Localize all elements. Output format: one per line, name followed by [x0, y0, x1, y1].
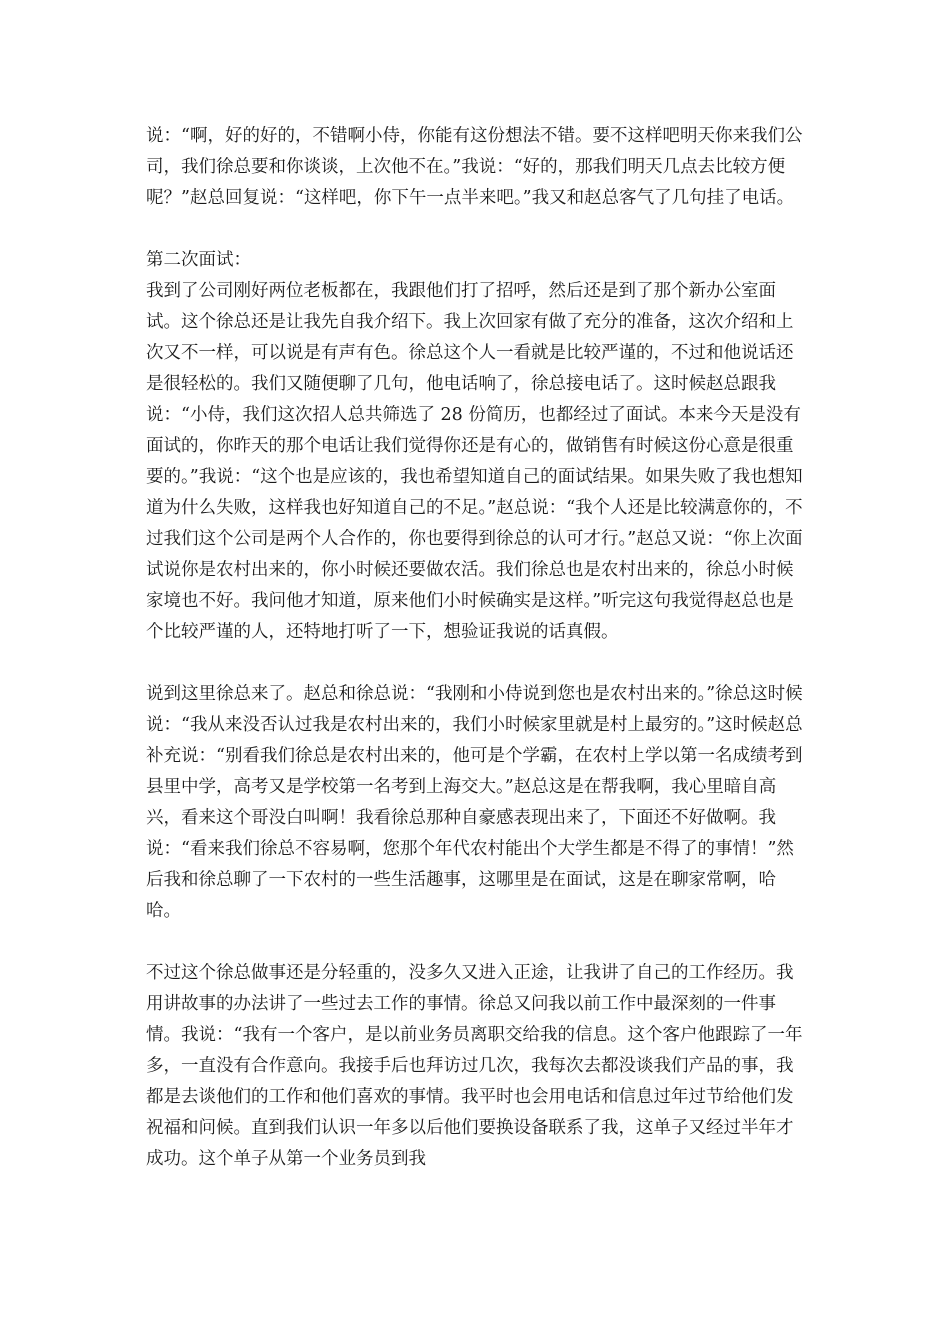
paragraph-spacer [146, 648, 806, 679]
paragraph-spacer [146, 214, 806, 245]
paragraph-second-interview: 我到了公司刚好两位老板都在，我跟他们打了招呼，然后还是到了那个新办公室面试。这个徐总还是让我先自我介绍下。我上次回家有做了充分的准备，这次介绍和上次又不一样，可以说是有声有色。徐总这个人一看就是比较严谨的，不过和他说话还是很轻松的。我们又随便聊了几句，他电话响了，徐总接电话了。这时候赵总跟我说：“小侍，我们这次招人总共筛选了 28 份简历，也都经过了面试。本来今天是没有面试的，你昨天的那个电话让我们觉得你还是有心的，做销售有时候这份心意是很重要的。”我说：“这个也是应该的，我也希望知道自己的面试结果。如果失败了我也想知道为什么失败，这样我也好知道自己的不足。”赵总说：“我个人还是比较满意你的，不过我们这个公司是两个人合作的，你也要得到徐总的认可才行。”赵总又说：“你上次面试说你是农村出来的，你小时候还要做农活。我们徐总也是农村出来的，徐总小时候家境也不好。我问他才知道，原来他们小时候确实是这样。”听完这句我觉得赵总也是个比较严谨的人，还特地打听了一下，想验证我说的话真假。 [146, 281, 803, 642]
paragraph-work-experience: 不过这个徐总做事还是分轻重的，没多久又进入正途，让我讲了自己的工作经历。我用讲故事的办法讲了一些过去工作的事情。徐总又问我以前工作中最深刻的一件事情。我说：“我有一个客户，是以前业务员离职交给我的信息。这个客户他跟踪了一年多，一直没有合作意向。我接手后也拜访过几次，我每次去都没谈我们产品的事，我都是去谈他们的工作和他们喜欢的事情。我平时也会用电话和信息过年过节给他们发祝福和问候。直到我们认识一年多以后他们要换设备联系了我，这单子又经过半年才成功。这个单子从第一个业务员到我 [146, 963, 803, 1169]
paragraph-spacer [146, 927, 806, 958]
paragraph-xu-arrives: 说到这里徐总来了。赵总和徐总说：“我刚和小侍说到您也是农村出来的。”徐总这时候说：“我从来没否认过我是农村出来的，我们小时候家里就是村上最穷的。”这时候赵总补充说：“别看我们徐总是农村出来的，他可是个学霸，在农村上学以第一名成绩考到县里中学，高考又是学校第一名考到上海交大。”赵总这是在帮我啊，我心里暗自高兴，看来这个哥没白叫啊！我看徐总那种自豪感表现出来了，下面还不好做啊。我说：“看来我们徐总不容易啊，您那个年代农村能出个大学生都是不得了的事情！”然后我和徐总聊了一下农村的一些生活趣事，这哪里是在面试，这是在聊家常啊，哈哈。 [146, 684, 803, 921]
document-body [146, 121, 806, 1175]
paragraph-phone-call: 说：“啊，好的好的，不错啊小侍，你能有这份想法不错。要不这样吧明天你来我们公司，我们徐总要和你谈谈，上次他不在。”我说：“好的，那我们明天几点去比较方便呢？”赵总回复说：“这样吧，你下午一点半来吧。”我又和赵总客气了几句挂了电话。 [146, 126, 803, 208]
section-heading-second-interview: 第二次面试： [146, 250, 251, 270]
